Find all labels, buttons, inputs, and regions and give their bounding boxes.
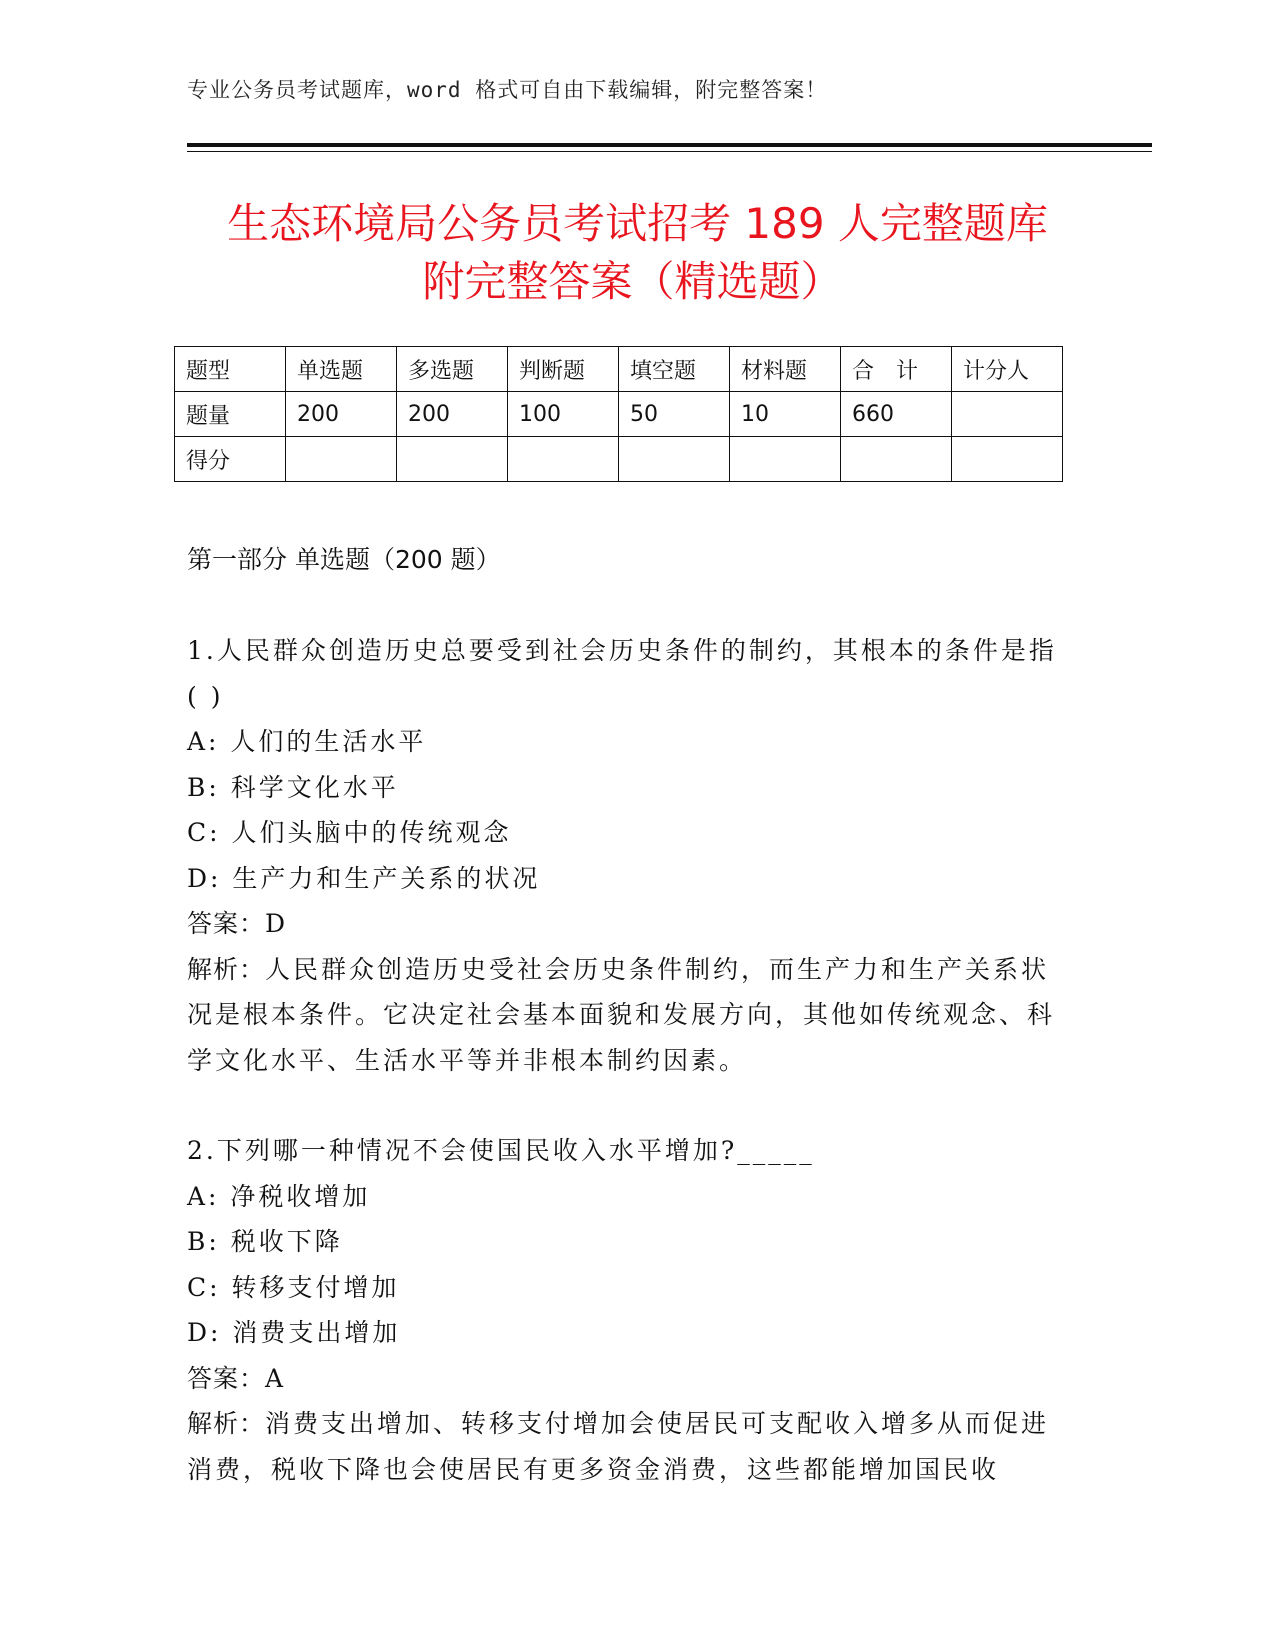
table-cell <box>952 437 1063 482</box>
option-b: B: 税收下降 <box>187 1227 343 1256</box>
header-tagline: 专业公务员考试题库，word 格式可自由下载编辑，附完整答案！ <box>187 78 828 102</box>
table-cell: 200 <box>286 392 397 437</box>
table-cell <box>730 437 841 482</box>
question-list <box>187 628 1067 1537</box>
table-cell: 660 <box>841 392 952 437</box>
table-cell: 单选题 <box>286 347 397 392</box>
table-cell: 材料题 <box>730 347 841 392</box>
table-cell <box>508 437 619 482</box>
explanation-label: 解析： <box>187 954 266 984</box>
option-d: D: 消费支出增加 <box>187 1318 401 1347</box>
table-cell: 10 <box>730 392 841 437</box>
section-title: 第一部分 单选题（200 题） <box>187 545 501 574</box>
option-b: B: 科学文化水平 <box>187 772 399 802</box>
table-cell: 100 <box>508 392 619 437</box>
table-cell <box>952 392 1063 437</box>
explanation-label: 解析： <box>187 1409 266 1438</box>
table-row-score <box>175 437 1063 482</box>
document-title <box>0 195 1275 311</box>
answer-line <box>187 1356 1067 1402</box>
option-c: C: 转移支付增加 <box>187 1272 400 1302</box>
table-cell: 多选题 <box>397 347 508 392</box>
question-item <box>187 628 1067 1083</box>
table-cell: 50 <box>619 392 730 437</box>
explanation-line <box>187 947 1067 1084</box>
table-cell: 计分人 <box>952 347 1063 392</box>
table-cell: 合 计 <box>841 347 952 392</box>
table-cell <box>841 437 952 482</box>
table-cell: 200 <box>397 392 508 437</box>
table-row-type <box>175 347 1063 392</box>
title-line-2: 附完整答案（精选题） <box>422 257 843 306</box>
header-divider-thick <box>187 143 1152 147</box>
explanation-text: 人民群众创造历史受社会历史条件制约，而生产力和生产关系状况是根本条件。它决定社会基本面貌和发展方向，其他如传统观念、科学文化水平、生活水平等并非根本制约因素。 <box>187 954 1056 1075</box>
table-cell: 题型 <box>175 347 286 392</box>
question-stem: 2.下列哪一种情况不会使国民收入水平增加?_____ <box>187 1136 815 1165</box>
table-cell <box>619 437 730 482</box>
explanation-text: 消费支出增加、转移支付增加会使居民可支配收入增多从而促进消费，税收下降也会使居民有更多资金消费，这些都能增加国民收 <box>187 1409 1050 1484</box>
table-cell: 判断题 <box>508 347 619 392</box>
header-divider-thin <box>187 151 1152 152</box>
table-cell <box>397 437 508 482</box>
option-d: D: 生产力和生产关系的状况 <box>187 863 541 893</box>
table-cell <box>286 437 397 482</box>
score-table <box>174 346 1063 482</box>
question-item <box>187 1128 1067 1492</box>
answer-label: 答案： <box>187 909 266 938</box>
answer-value: A <box>265 1363 287 1393</box>
table-cell: 得分 <box>175 437 286 482</box>
option-a: A: 净税收增加 <box>187 1181 371 1211</box>
answer-value: D <box>265 909 289 938</box>
table-cell: 题量 <box>175 392 286 437</box>
answer-line <box>187 901 1067 947</box>
option-a: A: 人们的生活水平 <box>187 727 427 756</box>
title-line-1: 生态环境局公务员考试招考 189 人完整题库 <box>227 199 1048 248</box>
table-cell: 填空题 <box>619 347 730 392</box>
option-c: C: 人们头脑中的传统观念 <box>187 818 512 847</box>
question-stem: 1.人民群众创造历史总要受到社会历史条件的制约，其根本的条件是指( ) <box>187 636 1057 711</box>
answer-label: 答案： <box>187 1363 266 1393</box>
explanation-line <box>187 1401 1067 1492</box>
table-row-count <box>175 392 1063 437</box>
